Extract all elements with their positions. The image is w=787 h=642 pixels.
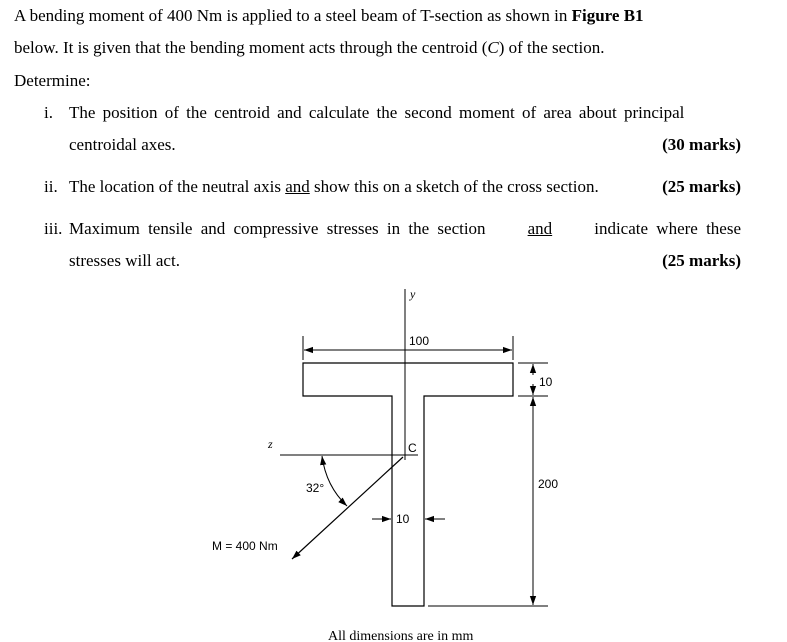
item-2-text-a: The location of the neutral axis [69,177,281,196]
item-3-and: and [527,219,553,238]
flange-width-label: 100 [409,334,430,348]
item-3-text-a: Maximum tensile and compressive stresses in the section [69,219,486,238]
z-axis-label: z [268,437,273,451]
t-section-outline [303,363,513,606]
flange-thickness-label: 10 [539,375,553,389]
intro-text-2b: ) of the section. [498,38,605,57]
item-1-line-1: The position of the centroid and calculate the second moment of area about principal [69,103,685,122]
footnote [328,629,474,642]
item-1-line-2: centroidal axes. [69,135,176,154]
item-2-text-b: show this on a sketch of the cross section. [314,177,599,196]
intro-text-2a: below. It is given that the bending moment acts through the centroid ( [14,38,488,57]
footnote-text: All dimensions are in [328,629,449,642]
item-1-marks: (30 marks) [662,135,741,154]
item-1-number: i. [44,103,53,122]
item-3-marks: (25 marks) [662,251,741,270]
item-2-and: and [285,177,310,196]
web-thickness-label: 10 [396,512,410,526]
angle-arc [322,456,347,506]
moment-label [212,539,278,553]
moment-vector [292,457,403,559]
footnote-unit: mm [451,629,474,642]
moment-value: = 400 Nm [222,539,278,553]
centroid-symbol: C [487,38,499,57]
y-axis-label: y [410,287,416,301]
total-height-label: 200 [538,477,559,491]
moment-symbol: M [212,539,222,553]
figure-reference: Figure B1 [571,6,644,25]
item-3-number: iii. [44,219,63,238]
determine-heading: Determine: [14,71,91,90]
item-2-marks: (25 marks) [662,177,741,196]
item-3-text-b: indicate where these [594,219,741,238]
angle-label: 32° [306,481,325,495]
centroid-label: C [408,441,417,455]
item-3-line-2: stresses will act. [69,251,180,270]
intro-text-1: A bending moment of 400 Nm is applied to a steel beam of T-section as shown in [14,6,568,25]
item-2-number: ii. [44,177,58,196]
